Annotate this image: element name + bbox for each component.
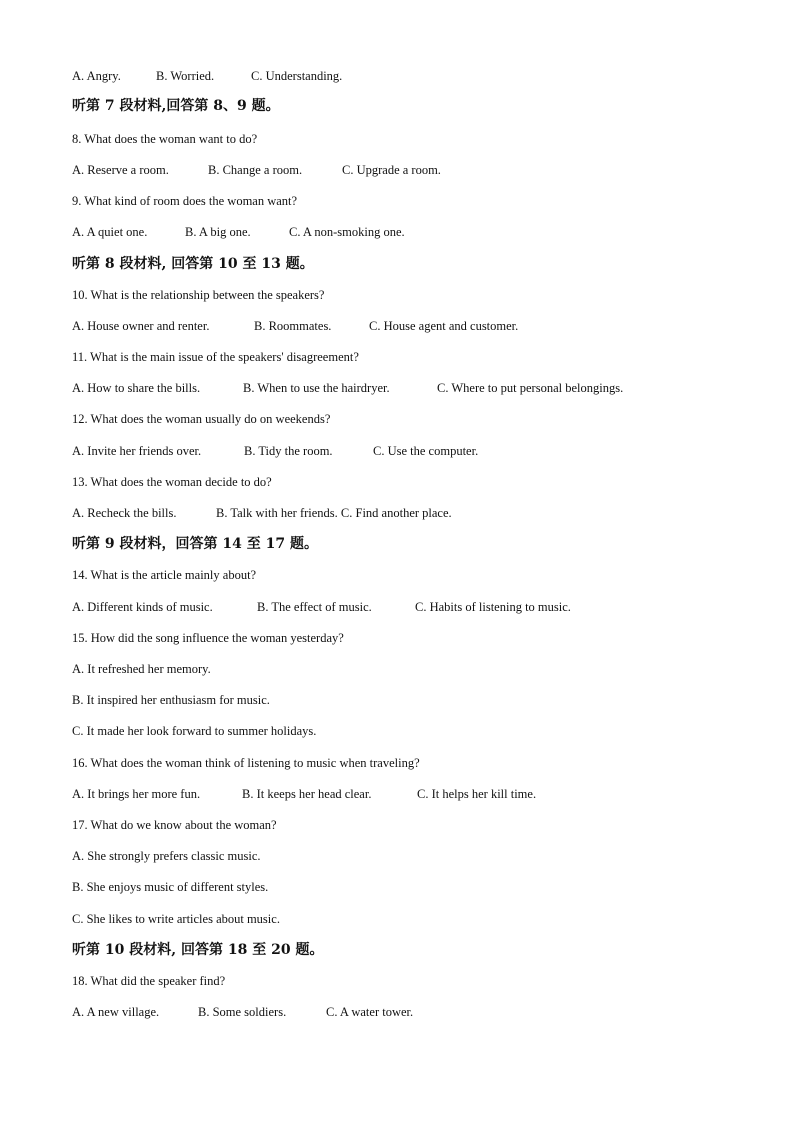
question-text: 14. What is the article mainly about? [72,568,257,582]
answer-option: C. House agent and customer. [369,319,519,333]
answer-option: B. Change a room. [208,163,303,177]
answer-option: B. When to use the hairdryer. [243,381,390,395]
answer-option: C. Understanding. [251,69,343,83]
question-text: 18. What did the speaker find? [72,974,226,988]
answer-option: B. It keeps her head clear. [242,787,372,801]
answer-option: A. Recheck the bills. [72,506,177,520]
answer-option: B. Talk with her friends. C. Find another place. [216,506,452,520]
question-text: 8. What does the woman want to do? [72,132,258,146]
question-text: 16. What does the woman think of listening to music when traveling? [72,756,420,770]
answer-option: A. A quiet one. [72,225,148,239]
answer-option: B. Worried. [156,69,215,83]
answer-option: C. Habits of listening to music. [415,600,571,614]
section-heading: 听第 8 段材料, 回答第 10 至 13 题。 [72,256,314,272]
answer-option: A. Invite her friends over. [72,444,202,458]
question-text: 17. What do we know about the woman? [72,818,277,832]
answer-option: A. Angry. [72,69,121,83]
answer-option: A. House owner and renter. [72,319,210,333]
question-text: 9. What kind of room does the woman want? [72,194,298,208]
question-text: 12. What does the woman usually do on weekends? [72,412,331,426]
section-heading: 听第 9 段材料，回答第 14 至 17 题。 [72,536,318,552]
question-text: B. She enjoys music of different styles. [72,880,269,894]
answer-option: C. Use the computer. [373,444,479,458]
answer-option: A. How to share the bills. [72,381,201,395]
question-text: B. It inspired her enthusiasm for music. [72,693,270,707]
answer-option: B. A big one. [185,225,251,239]
answer-option: B. The effect of music. [257,600,372,614]
answer-option: A. Reserve a room. [72,163,169,177]
answer-option: A. A new village. [72,1005,160,1019]
answer-option: A. Different kinds of music. [72,600,213,614]
answer-option: B. Some soldiers. [198,1005,287,1019]
question-text: A. It refreshed her memory. [72,662,211,676]
section-heading: 听第 10 段材料, 回答第 18 至 20 题。 [72,942,324,958]
question-text: 10. What is the relationship between the speakers? [72,288,325,302]
answer-option: C. Upgrade a room. [342,163,441,177]
question-text: C. She likes to write articles about music. [72,912,280,926]
question-text: C. It made her look forward to summer holidays. [72,724,317,738]
answer-option: C. A non-smoking one. [289,225,405,239]
question-text: 15. How did the song influence the woman yesterday? [72,631,344,645]
question-text: 11. What is the main issue of the speakers' disagreement? [72,350,359,364]
question-text: A. She strongly prefers classic music. [72,849,261,863]
answer-option: C. It helps her kill time. [417,787,537,801]
answer-option: A. It brings her more fun. [72,787,201,801]
answer-option: B. Roommates. [254,319,332,333]
question-text: 13. What does the woman decide to do? [72,475,272,489]
answer-option: B. Tidy the room. [244,444,333,458]
answer-option: C. A water tower. [326,1005,414,1019]
answer-option: C. Where to put personal belongings. [437,381,624,395]
section-heading: 听第 7 段材料,回答第 8、9 题。 [72,98,280,114]
